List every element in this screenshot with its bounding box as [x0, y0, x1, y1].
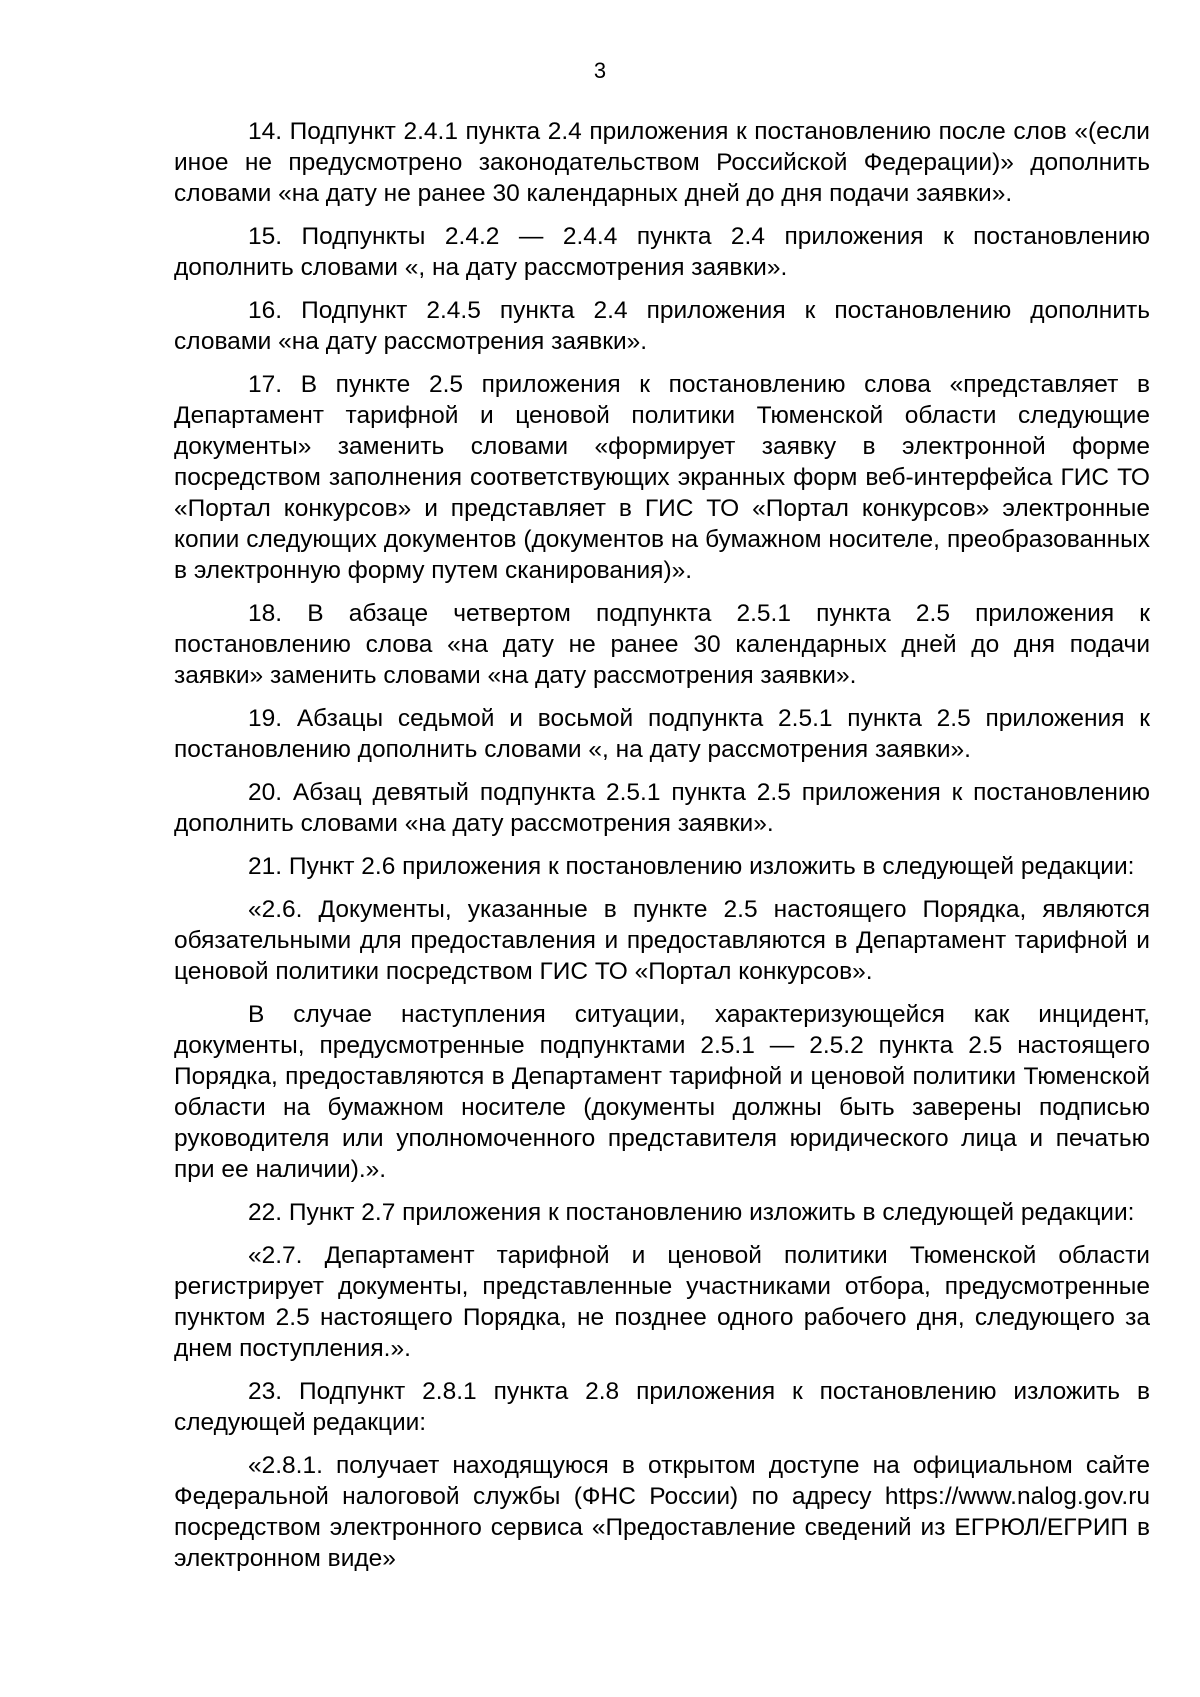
- quoted-clause-2-8-1: «2.8.1. получает находящуюся в открытом доступе на официальном сайте Федеральной налоговой службы (ФНС России) по адресу https://www.nalog.gov.ru посредством электронного сервиса «Предоставление сведений из ЕГРЮЛ/ЕГРИП в электронном виде»: [174, 1452, 1150, 1572]
- quoted-clause-2-6: «2.6. Документы, указанные в пункте 2.5 настоящего Порядка, являются обязательными для предоставления и предоставляются в Департамент тарифной и ценовой политики посредством ГИС ТО «Портал конкурсов».: [174, 896, 1150, 985]
- paragraph-item-20: 20. Абзац девятый подпункта 2.5.1 пункта 2.5 приложения к постановлению дополнить словами «на дату рассмотрения заявки».: [174, 779, 1150, 837]
- paragraph-item-14: 14. Подпункт 2.4.1 пункта 2.4 приложения к постановлению после слов «(если иное не предусмотрено законодательством Российской Федерации)» дополнить словами «на дату не ранее 30 календарных дней до дня подачи заявки».: [174, 118, 1150, 207]
- document-body: [174, 116, 1150, 1574]
- paragraph-item-19: 19. Абзацы седьмой и восьмой подпункта 2.5.1 пункта 2.5 приложения к постановлению дополнить словами «, на дату рассмотрения заявки».: [174, 705, 1150, 763]
- page-number: 3: [593, 58, 607, 83]
- paragraph-item-21: 21. Пункт 2.6 приложения к постановлению изложить в следующей редакции:: [248, 853, 1135, 880]
- paragraph-item-22: 22. Пункт 2.7 приложения к постановлению изложить в следующей редакции:: [248, 1199, 1135, 1226]
- paragraph-item-23: 23. Подпункт 2.8.1 пункта 2.8 приложения к постановлению изложить в следующей редакции:: [174, 1378, 1150, 1436]
- paragraph-item-17: 17. В пункте 2.5 приложения к постановлению слова «представляет в Департамент тарифной и ценовой политики Тюменской области следующие документы» заменить словами «формирует заявку в электронной форме посредством заполнения соответствующих экранных форм веб-интерфейса ГИС ТО «Портал конкурсов» и представляет в ГИС ТО «Портал конкурсов» электронные копии следующих документов (документов на бумажном носителе, преобразованных в электронную форму путем сканирования)».: [174, 371, 1150, 584]
- paragraph-item-16: 16. Подпункт 2.4.5 пункта 2.4 приложения к постановлению дополнить словами «на дату рассмотрения заявки».: [174, 297, 1150, 355]
- paragraph-item-18: 18. В абзаце четвертом подпункта 2.5.1 пункта 2.5 приложения к постановлению слова «на дату не ранее 30 календарных дней до дня подачи заявки» заменить словами «на дату рассмотрения заявки».: [174, 600, 1150, 689]
- quoted-clause-2-7: «2.7. Департамент тарифной и ценовой политики Тюменской области регистрирует документы, представленные участниками отбора, предусмотренные пунктом 2.5 настоящего Порядка, не позднее одного рабочего дня, следующего за днем поступления.».: [174, 1242, 1150, 1362]
- quoted-clause-2-6-continuation: В случае наступления ситуации, характеризующейся как инцидент, документы, предусмотренные подпунктами 2.5.1 — 2.5.2 пункта 2.5 настоящего Порядка, предоставляются в Департамент тарифной и ценовой политики Тюменской области на бумажном носителе (документы должны быть заверены подписью руководителя или уполномоченного представителя юридического лица и печатью при ее наличии).».: [174, 1001, 1150, 1183]
- paragraph-item-15: 15. Подпункты 2.4.2 — 2.4.4 пункта 2.4 приложения к постановлению дополнить словами «, на дату рассмотрения заявки».: [174, 223, 1150, 281]
